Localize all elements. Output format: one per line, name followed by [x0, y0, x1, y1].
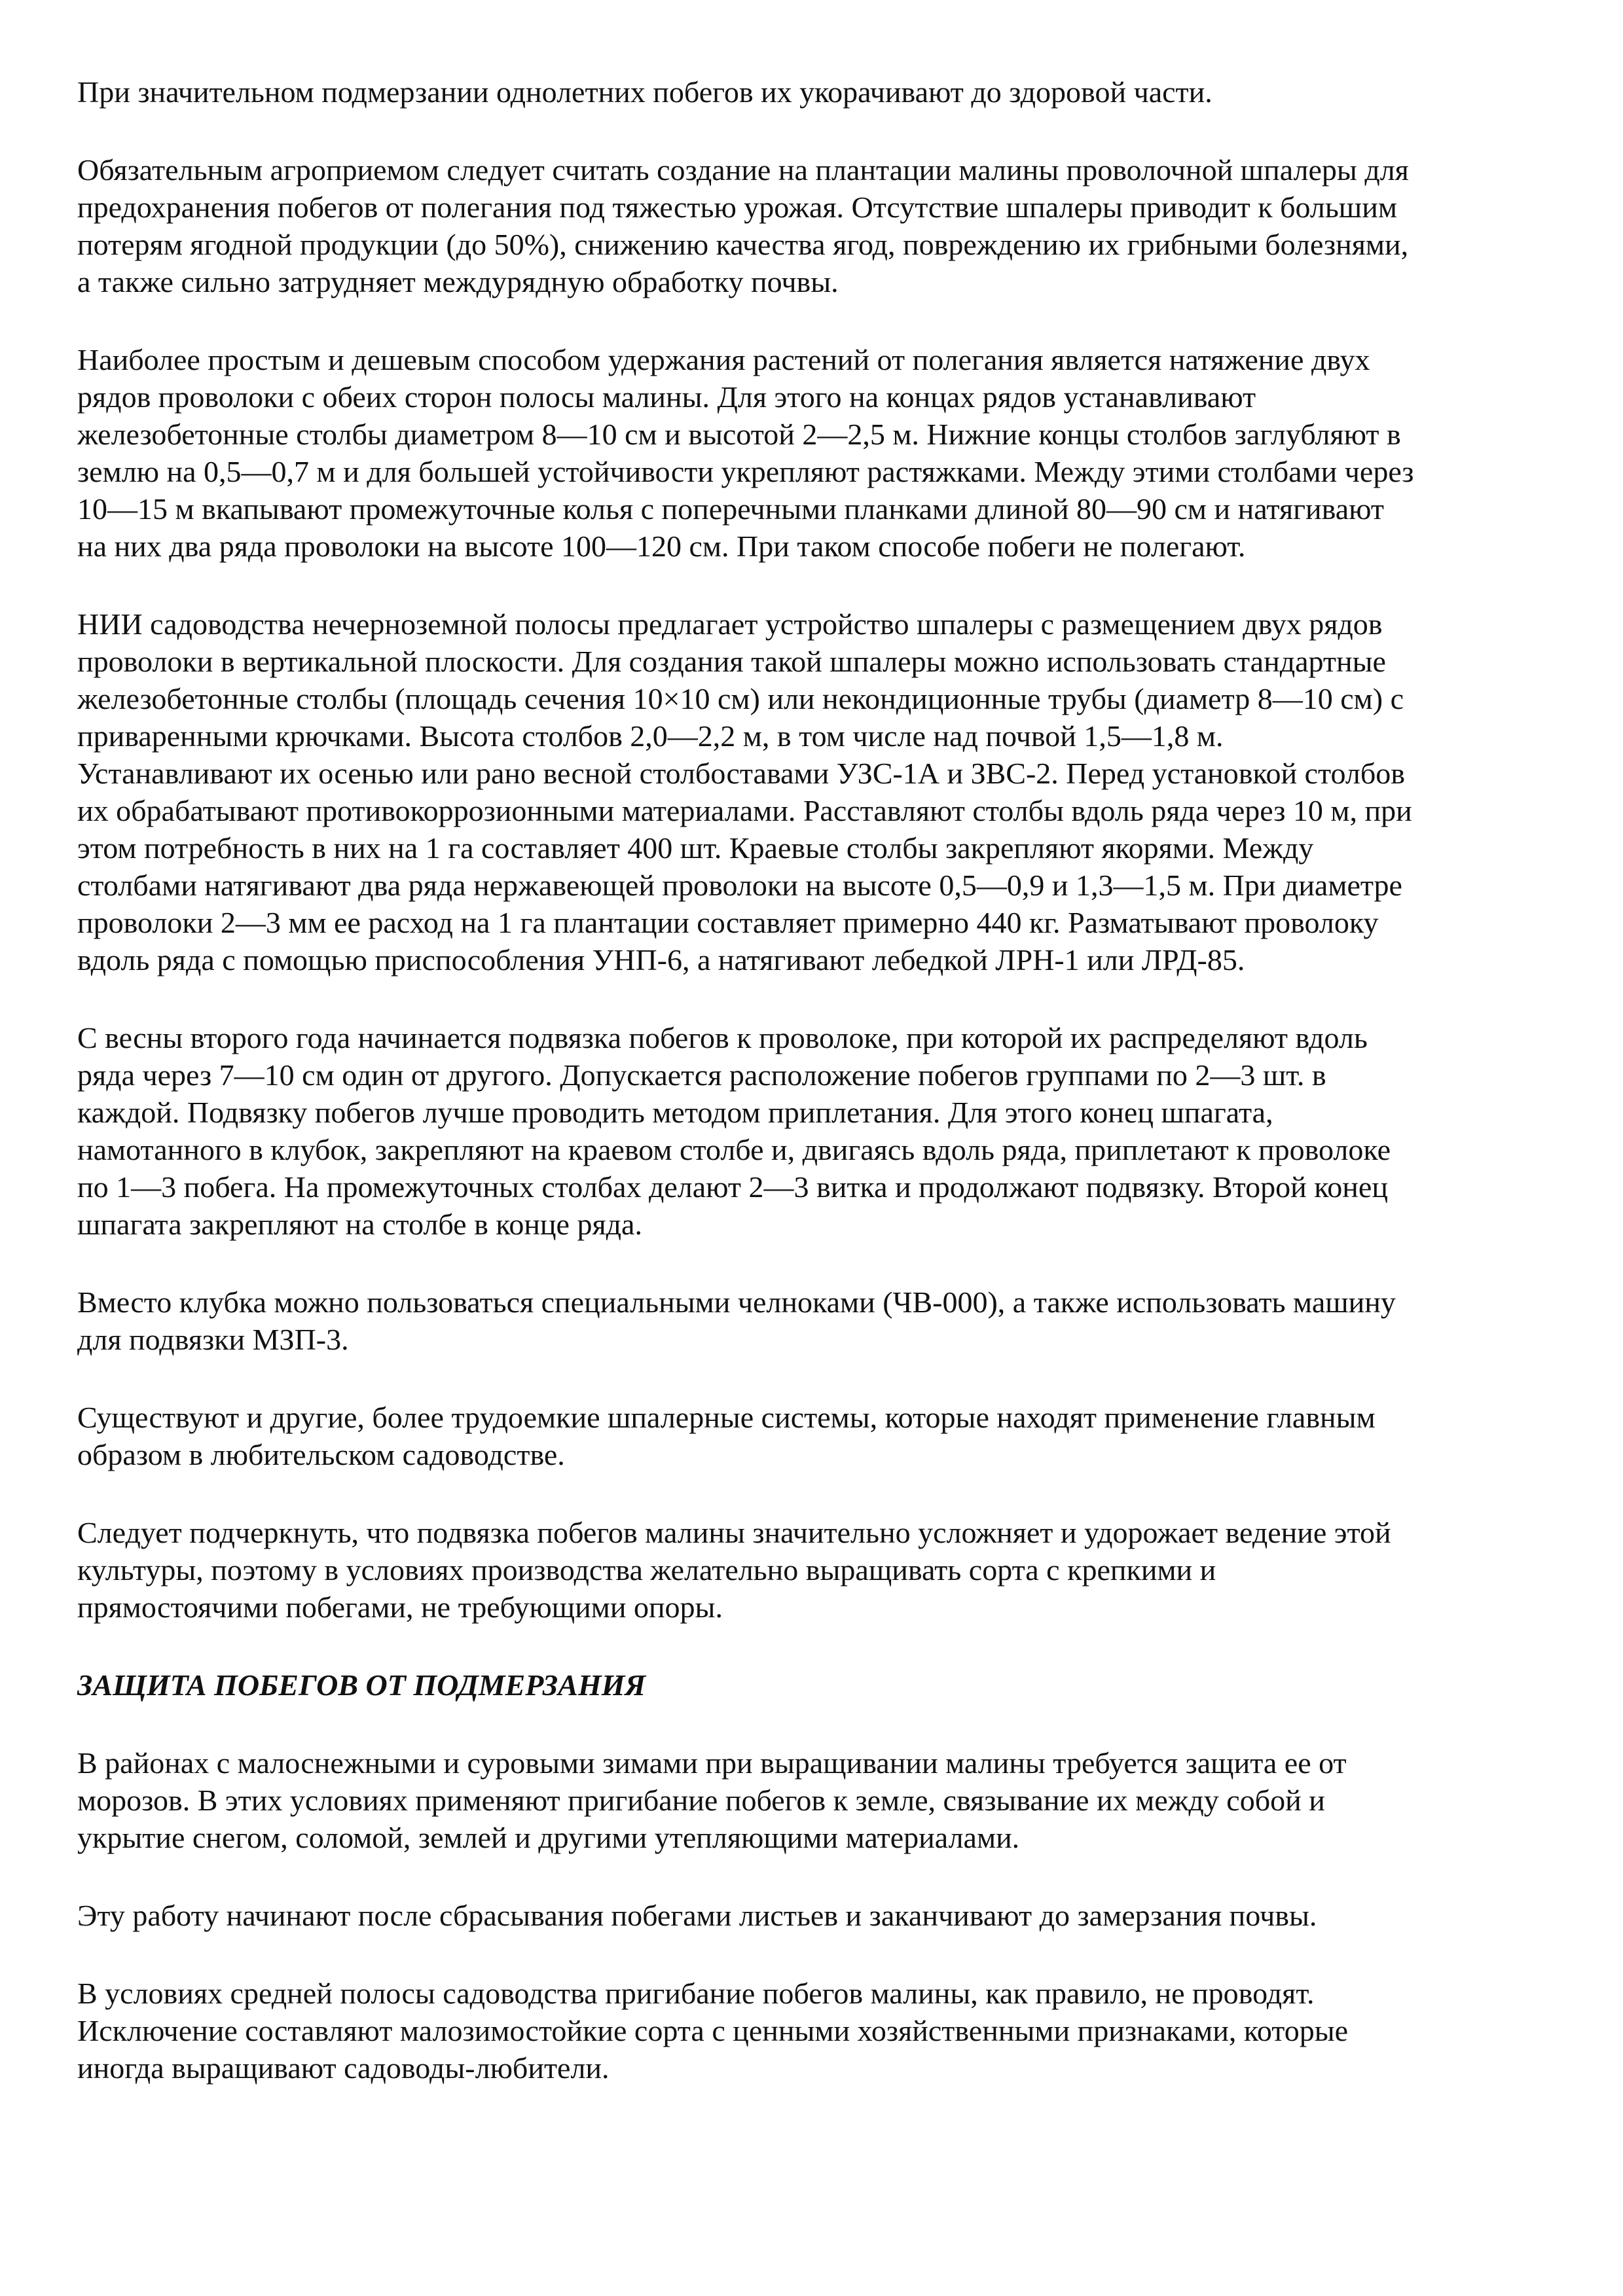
document-page [77, 73, 1544, 2127]
text-line: 10—15 м вкапывают промежуточные колья с поперечными планками длиной 80—90 см и натягивают [77, 492, 1384, 526]
paragraph-simple-trellis [77, 341, 1544, 565]
text-line: прямостоячими побегами, не требующими опоры. [77, 1590, 723, 1624]
paragraph-vertical-trellis [77, 605, 1544, 978]
text-line: В условиях средней полосы садоводства пригибание побегов малины, как правило, не проводят. [77, 1977, 1315, 2010]
text-line: Исключение составляют малозимостойкие сорта с ценными хозяйственными признаками, которые [77, 2014, 1349, 2047]
paragraph-frost-protection [77, 1744, 1544, 1856]
paragraph-shuttles [77, 1283, 1544, 1358]
text-line: проволоки в вертикальной плоскости. Для создания такой шпалеры можно использовать стандартные [77, 645, 1386, 678]
text-line: Существуют и другие, более трудоемкие шпалерные системы, которые находят применение главным [77, 1401, 1376, 1434]
text-line: Эту работу начинают после сбрасывания побегами листьев и заканчивают до замерзания почвы. [77, 1899, 1317, 1932]
text-line: ряда через 7—10 см один от другого. Допускается расположение побегов группами по 2—3 шт. в [77, 1058, 1326, 1092]
text-line: шпагата закрепляют на столбе в конце ряда. [77, 1208, 642, 1241]
paragraph-other-systems [77, 1399, 1544, 1473]
text-line: иногда выращивают садоводы-любители. [77, 2051, 610, 2085]
paragraph-middle-zone [77, 1975, 1544, 2087]
text-line: железобетонные столбы диаметром 8—10 см и высотой 2—2,5 м. Нижние концы столбов заглубляют в [77, 418, 1401, 451]
text-line: При значительном подмерзании однолетних побегов их укорачивают до здоровой части. [77, 75, 1213, 109]
text-line: а также сильно затрудняет междурядную обработку почвы. [77, 265, 839, 298]
text-line: укрытие снегом, соломой, землей и другими утепляющими материалами. [77, 1821, 1020, 1854]
text-line: С весны второго года начинается подвязка побегов к проволоке, при которой их распределяют вдоль [77, 1021, 1368, 1054]
text-line: столбами натягивают два ряда нержавеющей проволоки на высоте 0,5—0,9 и 1,3—1,5 м. При диаметре [77, 869, 1402, 902]
paragraph-tying-shoots [77, 1019, 1544, 1243]
paragraph-pruning [77, 73, 1544, 111]
text-line: на них два ряда проволоки на высоте 100—120 см. При таком способе побеги не полегают. [77, 529, 1246, 563]
text-line: вдоль ряда с помощью приспособления УНП-6, а натягивают лебедкой ЛРН-1 или ЛРД-85. [77, 943, 1245, 977]
text-line: по 1—3 побега. На промежуточных столбах делают 2—3 витка и продолжают подвязку. Второй конец [77, 1170, 1388, 1204]
text-line: Обязательным агроприемом следует считать создание на плантации малины проволочной шпалеры для [77, 153, 1409, 187]
paragraph-trellis-necessity [77, 151, 1544, 300]
text-line: намотанного в клубок, закрепляют на краевом столбе и, двигаясь вдоль ряда, приплетают к проволоке [77, 1133, 1391, 1166]
paragraph-timing [77, 1897, 1544, 1934]
text-line: В районах с малоснежными и суровыми зимами при выращивании малины требуется защита ее от [77, 1746, 1347, 1780]
text-line: образом в любительском садоводстве. [77, 1438, 565, 1471]
paragraph-emphasis [77, 1514, 1544, 1626]
text-line: этом потребность в них на 1 га составляет 400 шт. Краевые столбы закрепляют якорями. Между [77, 831, 1314, 865]
section-heading: ЗАЩИТА ПОБЕГОВ ОТ ПОДМЕРЗАНИЯ [77, 1668, 646, 1702]
text-line: НИИ садоводства нечерноземной полосы предлагает устройство шпалеры с размещением двух рядов [77, 607, 1383, 641]
text-line: Наиболее простым и дешевым способом удержания растений от полегания является натяжение двух [77, 343, 1370, 376]
text-line: проволоки 2—3 мм ее расход на 1 га плантации составляет примерно 440 кг. Разматывают проволоку [77, 906, 1379, 939]
text-line: железобетонные столбы (площадь сечения 10×10 см) или некондиционные трубы (диаметр 8—10 см) с [77, 682, 1404, 715]
text-line: землю на 0,5—0,7 м и для большей устойчивости укрепляют растяжками. Между этими столбами через [77, 455, 1414, 488]
text-line: морозов. В этих условиях применяют пригибание побегов к земле, связывание их между собой и [77, 1784, 1325, 1817]
text-line: приваренными крючками. Высота столбов 2,0—2,2 м, в том числе над почвой 1,5—1,8 м. [77, 719, 1224, 753]
text-line: Устанавливают их осенью или рано весной столбоставами УЗС-1А и ЗВС-2. Перед установкой столбов [77, 757, 1405, 790]
text-line: потерям ягодной продукции (до 50%), снижению качества ягод, повреждению их грибными болезнями, [77, 228, 1409, 261]
text-line: их обрабатывают противокоррозионными материалами. Расставляют столбы вдоль ряда через 10 м, при [77, 794, 1412, 827]
text-line: рядов проволоки с обеих сторон полосы малины. Для этого на концах рядов устанавливают [77, 380, 1256, 414]
text-line: для подвязки МЗП-3. [77, 1323, 349, 1356]
text-line: каждой. Подвязку побегов лучше проводить методом приплетания. Для этого конец шпагата, [77, 1096, 1273, 1129]
text-line: Вместо клубка можно пользоваться специальными челноками (ЧВ-000), а также использовать машину [77, 1285, 1396, 1319]
text-line: культуры, поэтому в условиях производства желательно выращивать сорта с крепкими и [77, 1553, 1216, 1587]
text-line: предохранения побегов от полегания под тяжестью урожая. Отсутствие шпалеры приводит к большим [77, 190, 1397, 224]
text-line: Следует подчеркнуть, что подвязка побегов малины значительно усложняет и удорожает ведение этой [77, 1516, 1391, 1549]
